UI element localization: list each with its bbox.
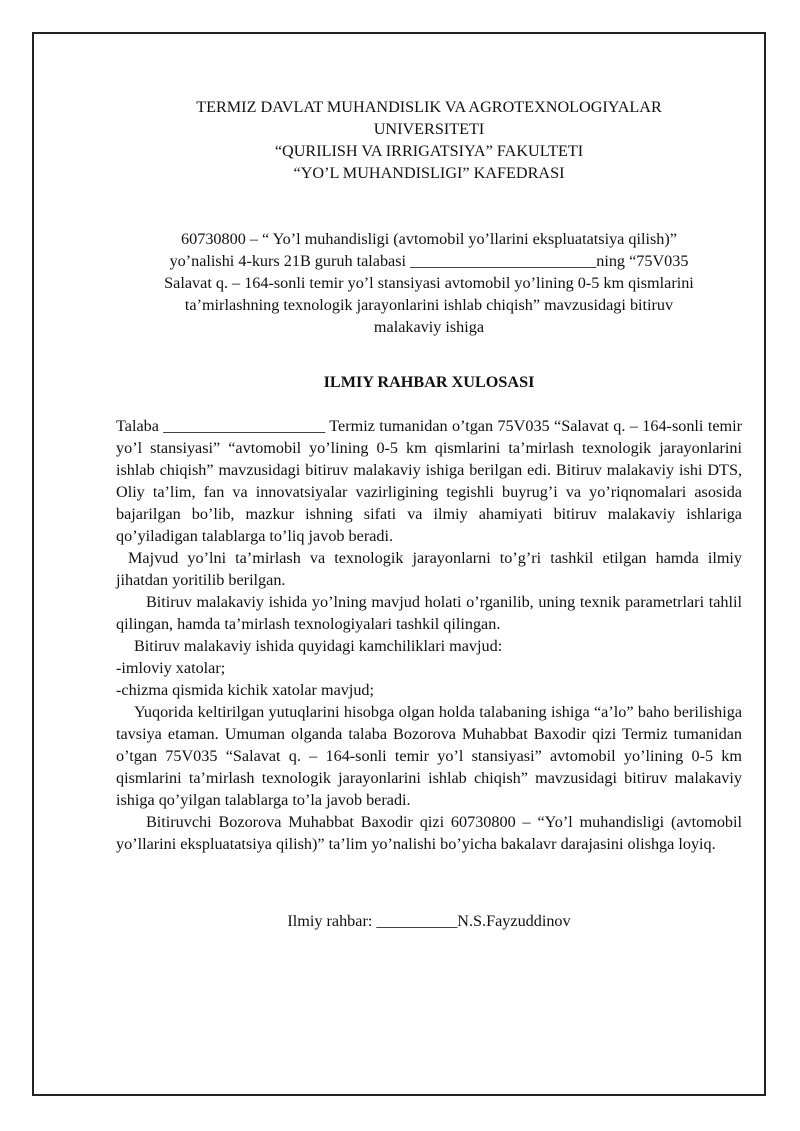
topic-line-5: malakaviy ishiga bbox=[373, 318, 485, 336]
header-line-4: “YO’L MUHANDISLIGI” KAFEDRASI bbox=[293, 164, 565, 182]
header-line-3: “QURILISH VA IRRIGATSIYA” FAKULTETI bbox=[274, 142, 584, 160]
topic-line-1: 60730800 – “ Yo’l muhandisligi (avtomobil yo’llarini ekspluatatsiya qilish)” bbox=[181, 230, 677, 248]
paragraph-6: -chizma qismida kichik xatolar mavjud; bbox=[116, 681, 375, 699]
paragraph-4: Bitiruv malakaviy ishida quyidagi kamchiliklari mavjud: bbox=[134, 637, 503, 655]
paragraph-5: -imloviy xatolar; bbox=[116, 659, 226, 677]
paragraph-8: Bitiruvchi Bozorova Muhabbat Baxodir qizi 60730800 – “Yo’l muhandisligi (avtomobil yo’llarini ekspluatatsiya qilish)” ta’lim yo’nalishi bo’yicha bakalavr darajasini olishga loyiq. bbox=[116, 813, 742, 853]
supervisor-signature: Ilmiy rahbar: __________N.S.Fayzuddinov bbox=[287, 912, 571, 930]
institution-header bbox=[116, 96, 742, 184]
paragraph-3: Bitiruv malakaviy ishida yo’lning mavjud holati o’rganilib, uning texnik parametrlari tahlil qilingan, hamda ta’mirlash texnologiyalari tashkil qilingan. bbox=[116, 593, 742, 633]
paragraph-7: Yuqorida keltirilgan yutuqlarini hisobga olgan holda talabaning ishiga “a’lo” baho berilishiga tavsiya etaman. Umuman olganda talaba Bozorova Muhabbat Baxodir qizi Termiz tumanidan o’tgan 75V035 “Salavat q. – 164-sonli temir yo’l stansiyasi” avtomobil yo’lining 0-5 km qismlarini ta’mirlash texnologik jarayonlarini ishlab chiqish” mavzusidagi bitiruv malakaviy ishiga qo’yilgan talablarga to’la javob beradi. bbox=[116, 703, 742, 809]
topic-line-2: yo’nalishi 4-kurs 21B guruh talabasi _______________________ning “75V035 bbox=[169, 252, 689, 270]
document-content bbox=[116, 96, 742, 932]
topic-line-4: ta’mirlashning texnologik jarayonlarini ishlab chiqish” mavzusidagi bitiruv bbox=[184, 296, 674, 314]
thesis-topic bbox=[116, 228, 742, 338]
paragraph-2: Majvud yo’lni ta’mirlash va texnologik jarayonlarni to’g’ri tashkil etilgan hamda ilmiy jihatdan yoritilib berilgan. bbox=[116, 549, 742, 589]
paragraph-1: Talaba ____________________ Termiz tumanidan o’tgan 75V035 “Salavat q. – 164-sonli temir yo’l stansiyasi” “avtomobil yo’lining 0-5 km qismlarini ta’mirlash texnologik jarayonlarini ishlab chiqish” mavzusidagi bitiruv malakaviy ishiga berilgan edi. Bitiruv malakaviy ishi DTS, Oliy ta’lim, fan va innovatsiyalar vazirligining tegishli buyrug’i va yo’riqnomalari asosida bajarilgan bo’lib, mazkur ishning sifati va ilmiy ahamiyati bitiruv malakaviy ishlariga qo’yiladigan talablarga to’liq javob beradi. bbox=[116, 417, 742, 545]
header-line-1: TERMIZ DAVLAT MUHANDISLIK VA AGROTEXNOLOGIYALAR bbox=[196, 98, 662, 116]
topic-line-3: Salavat q. – 164-sonli temir yo’l stansiyasi avtomobil yo’lining 0-5 km qismlarini bbox=[164, 274, 694, 292]
header-line-2: UNIVERSITETI bbox=[373, 120, 485, 138]
document-title: ILMIY RAHBAR XULOSASI bbox=[323, 373, 535, 391]
